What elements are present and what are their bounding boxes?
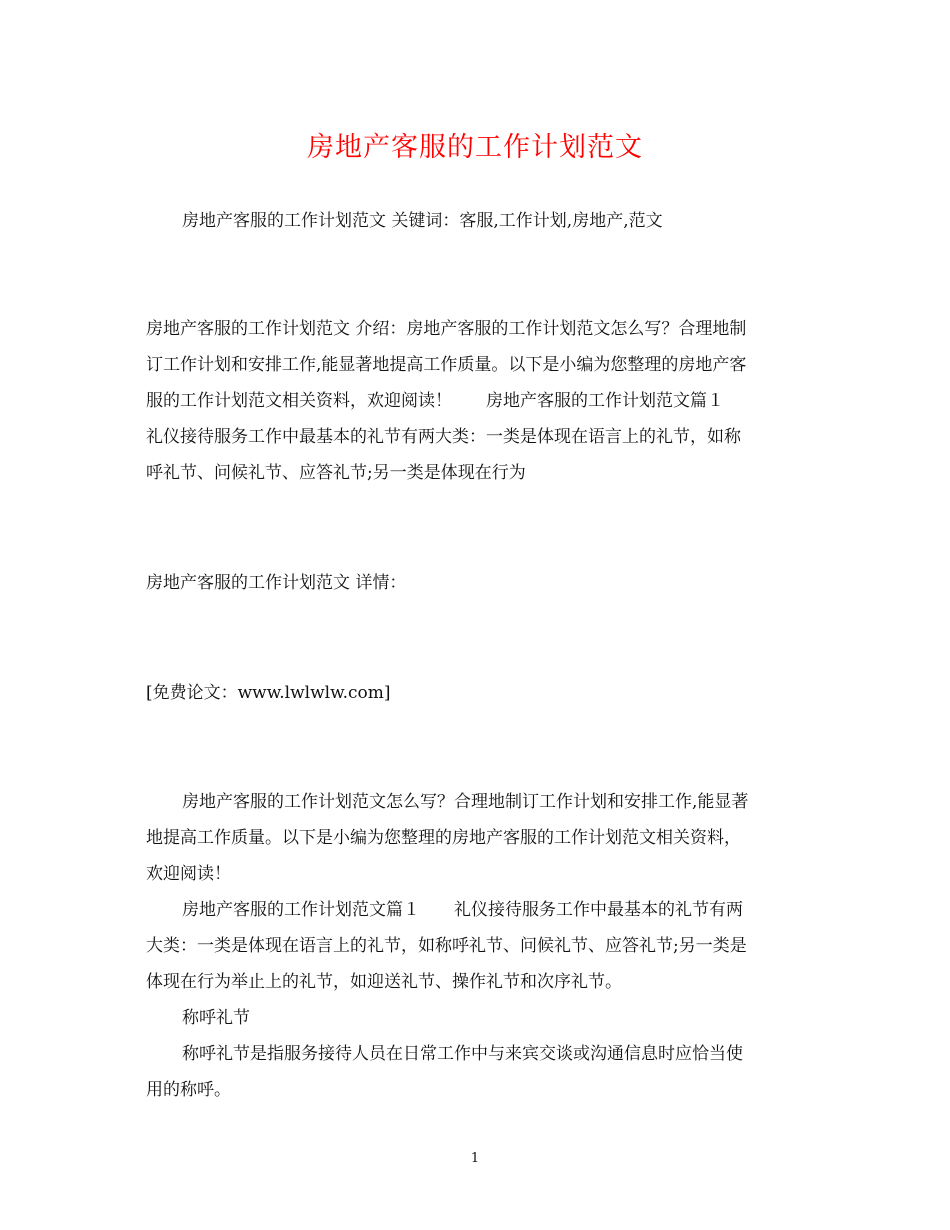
body-line: 大类：一类是体现在语言上的礼节，如称呼礼节、问候礼节、应答礼节;另一类是 xyxy=(146,936,747,956)
body-line: 房地产客服的工作计划范文篇１ 礼仪接待服务工作中最基本的礼节有两 xyxy=(182,900,743,920)
body-line: 称呼礼节是指服务接待人员在日常工作中与来宾交谈或沟通信息时应恰当使 xyxy=(182,1044,743,1064)
document-title: 房地产客服的工作计划范文 xyxy=(307,132,643,163)
body-line: 用的称呼。 xyxy=(146,1080,231,1100)
intro-line: 服的工作计划范文相关资料，欢迎阅读！ 房地产客服的工作计划范文篇１ xyxy=(146,391,724,411)
keywords-line: 房地产客服的工作计划范文 关键词：客服,工作计划,房地产,范文 xyxy=(182,211,663,231)
section-heading: 称呼礼节 xyxy=(182,1008,250,1028)
body-line: 体现在行为举止上的礼节，如迎送礼节、操作礼节和次序礼节。 xyxy=(146,972,622,992)
body-line: 欢迎阅读！ xyxy=(146,864,231,884)
intro-line: 呼礼节、问候礼节、应答礼节;另一类是体现在行为 xyxy=(146,463,526,483)
intro-line: 房地产客服的工作计划范文 介绍：房地产客服的工作计划范文怎么写？合理地制 xyxy=(146,319,747,339)
body-line: 地提高工作质量。以下是小编为您整理的房地产客服的工作计划范文相关资料， xyxy=(146,828,741,848)
details-label: 房地产客服的工作计划范文 详情： xyxy=(146,573,407,593)
body-line: 房地产客服的工作计划范文怎么写？合理地制订工作计划和安排工作,能显著 xyxy=(182,792,749,812)
source-note: [免费论文：www.lwlwlw.com] xyxy=(146,683,391,703)
intro-line: 订工作计划和安排工作,能显著地提高工作质量。以下是小编为您整理的房地产客 xyxy=(146,355,747,375)
page-number: 1 xyxy=(470,1151,480,1166)
intro-line: 礼仪接待服务工作中最基本的礼节有两大类：一类是体现在语言上的礼节，如称 xyxy=(146,427,741,447)
